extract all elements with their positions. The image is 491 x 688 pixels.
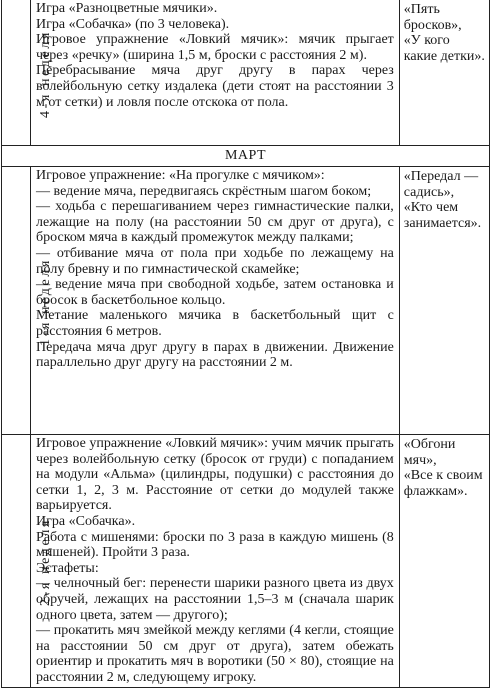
activity-line: Игра «Разноцветные мячики». [36, 1, 218, 16]
game-line: «Передал — садись», [403, 169, 479, 200]
table-row-week-2 [2, 435, 490, 688]
activity-line: — ведение мяча, передвигаясь скрёстным шагом боком; [36, 183, 372, 199]
activity-line: Метание маленького мячика в баскетбольный щит с расстояния 6 метров. [36, 308, 394, 339]
activity-line: Игра «Собачка». [36, 513, 136, 529]
activity-line: Игровое упражнение «Ловкий мячик»: учим мячик прыгать через волейбольную сетку (бросок от груди) с попаданием на модули «Альма» (цилиндры, подушки) с расстояния до сетки 1, 2, 3 м. Расстояние от сетки до модулей также варьируется. [36, 436, 394, 514]
games-cell [399, 435, 489, 688]
activity-line: Игровое упражнение: «На прогулке с мячиком»: [36, 168, 325, 183]
week-label-cell [2, 167, 53, 435]
game-line: «Все к своим флажкам». [403, 468, 483, 499]
activity-line: Эстафеты: [36, 560, 99, 576]
game-line: «Пять бросков», [403, 2, 462, 33]
week-label-cell [2, 435, 53, 688]
activity-line: — челночный бег: перенести шарики разного цвета из двух обручей, лежащих на расстоянии 1,5–3 м (сначала шарик одного цвета, затем — другого); [36, 576, 394, 623]
activities-cell [31, 167, 400, 435]
plan-table [1, 0, 490, 688]
table-row-week-4 [2, 0, 490, 146]
activity-line: — ведение мяча при свободной ходьбе, затем остановка и бросок в баскетбольное кольцо. [36, 277, 394, 308]
activity-line: — отбивание мяча от пола при ходьбе по лежащему на полу бревну и по гимнастической скамейке; [36, 245, 394, 277]
activity-line: Перебрасывание мяча друг другу в парах через волейбольную сетку издалека (дети стоят на расстоянии 3 м от сетки) и ловля после отскока от пола. [36, 63, 394, 110]
game-line: «Кто чем занимается». [403, 200, 482, 231]
activities-cell [31, 0, 400, 146]
activity-line: Игра «Собачка» (по 3 человека). [36, 16, 230, 32]
activity-line: Игровое упражнение «Ловкий мячик»: мячик прыгает через «речку» (ширина 1,5 м, броски с расстояния 2 м). [36, 32, 394, 63]
activity-line: Работа с мишенями: броски по 3 раза в каждую мишень (8 мишеней). Пройти 3 раза. [36, 529, 394, 561]
week-label: 1-я неделя [37, 257, 53, 346]
game-line: «У кого какие детки». [403, 33, 485, 64]
activity-line: — ходьба с перешагиванием через гимнастические палки, лежащие на полу (на расстоянии 50 см друг от друга), с броском мяча в каждый промежуток между палками; [36, 199, 394, 246]
week-label: 2-я неделя [37, 517, 53, 606]
activities-cell [31, 435, 400, 688]
week-label: 4-я неделя [37, 29, 53, 118]
games-cell [399, 0, 489, 146]
activity-line: Передача мяча друг другу в парах в движении. Движение параллельно друг другу на расстоянии 2 м. [36, 339, 394, 371]
game-line: «Обгони мяч», [403, 437, 456, 468]
activity-line: — прокатить мяч змейкой между кеглями (4 кегли, стоящие на расстоянии 50 см друг от друга), затем обежать ориентир и прокатить мяч в воротики (50 × 80), стоящие на расстоянии 2 м, следующему игроку. [36, 623, 394, 685]
games-cell [399, 167, 489, 435]
month-heading: МАРТ [2, 146, 490, 167]
month-row [2, 146, 490, 167]
week-label-cell [2, 0, 53, 146]
table-row-week-1 [2, 167, 490, 435]
